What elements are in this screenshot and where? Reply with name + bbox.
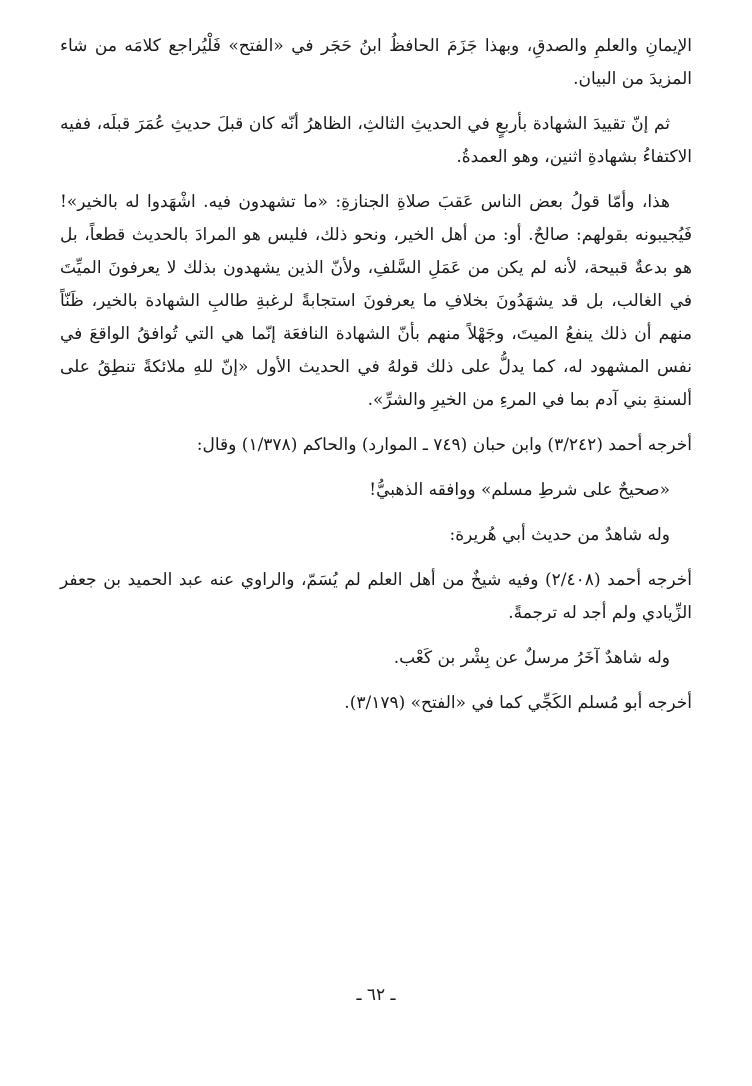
paragraph-hakim-quote: «صحيحٌ على شرطِ مسلم» ووافقه الذهبيُّ! <box>369 480 670 500</box>
paragraph-third-hadith: ثم إنّ تقييدَ الشهادة بأربعٍ في الحديثِ الثالثِ، الظاهرُ أنّه كان قبلَ حديثِ عُمَرَ قبلَه، ففيه الاكتفاءُ بشهادةِ اثنين، وهو العمدةُ. <box>60 114 692 167</box>
page-number: ـ ٦٢ ـ <box>356 985 396 1005</box>
paragraph-takhrij-ahmad-2: أخرجه أحمد (٢/٤٠٨) وفيه شيخٌ من أهل العلم لم يُسَمّ، والراوي عنه عبد الحميد بن جعفر الزِّيادي ولم أجد له ترجمةً. <box>60 570 692 623</box>
paragraph-takhrij-kajji: أخرجه أبو مُسلم الكَجِّي كما في «الفتح» (٣/١٧٩). <box>344 693 692 713</box>
paragraph-funeral-innovation: هذا، وأمّا قولُ بعض الناس عَقبَ صلاةِ الجنازةِ: «ما تشهدون فيه. اشْهَدوا له بالخير»! فَيُجيبونه بقولهم: صالحٌ. أو: من أهل الخير، ونحو ذلك، فليس هو المرادَ بالحديث قطعاً، بل هو بدعةٌ قبيحة، لأنه لم يكن من عَمَلِ السَّلفِ، ولأنّ الذين يشهدون بذلك لا يعرفونَ الميِّتَ في الغالب، بل قد يشهَدُونَ بخلافِ ما يعرفونَ استجابةً لرغبةِ طالبِ الشهادة بالخير، ظَنّاً منهم أن ذلك ينفعُ الميتَ، وجَهْلاً منهم بأنّ الشهادة النافعَة إنّما هي التي تُوافقُ الواقعَ في نفس المشهود له، كما يدلُّ على ذلك قولهُ في الحديث الأول «إنّ للهِ ملائكةً تنطِقُ على ألسنةِ بني آدم بما في المرءِ من الخيرِ والشرِّ». <box>60 192 692 410</box>
paragraph-shahid-mursal: وله شاهدٌ آخَرُ مرسلٌ عن بِشْر بن كَعْب. <box>393 648 670 668</box>
paragraph-takhrij-ahmad: أخرجه أحمد (٣/٢٤٢) وابن حبان (٧٤٩ ـ الموارد) والحاكم (١/٣٧٨) وقال: <box>196 435 692 455</box>
paragraph-continuation: الإيمانِ والعلمِ والصدقِ، وبهذا جَزَمَ الحافظُ ابنُ حَجَر في «الفتح» فَلْيُراجع كلامَه من شاء المزيدَ من البيان. <box>60 36 692 89</box>
paragraph-shahid-abu-hurayra: وله شاهدٌ من حديث أبي هُريرة: <box>449 525 670 545</box>
page-body <box>60 30 692 720</box>
